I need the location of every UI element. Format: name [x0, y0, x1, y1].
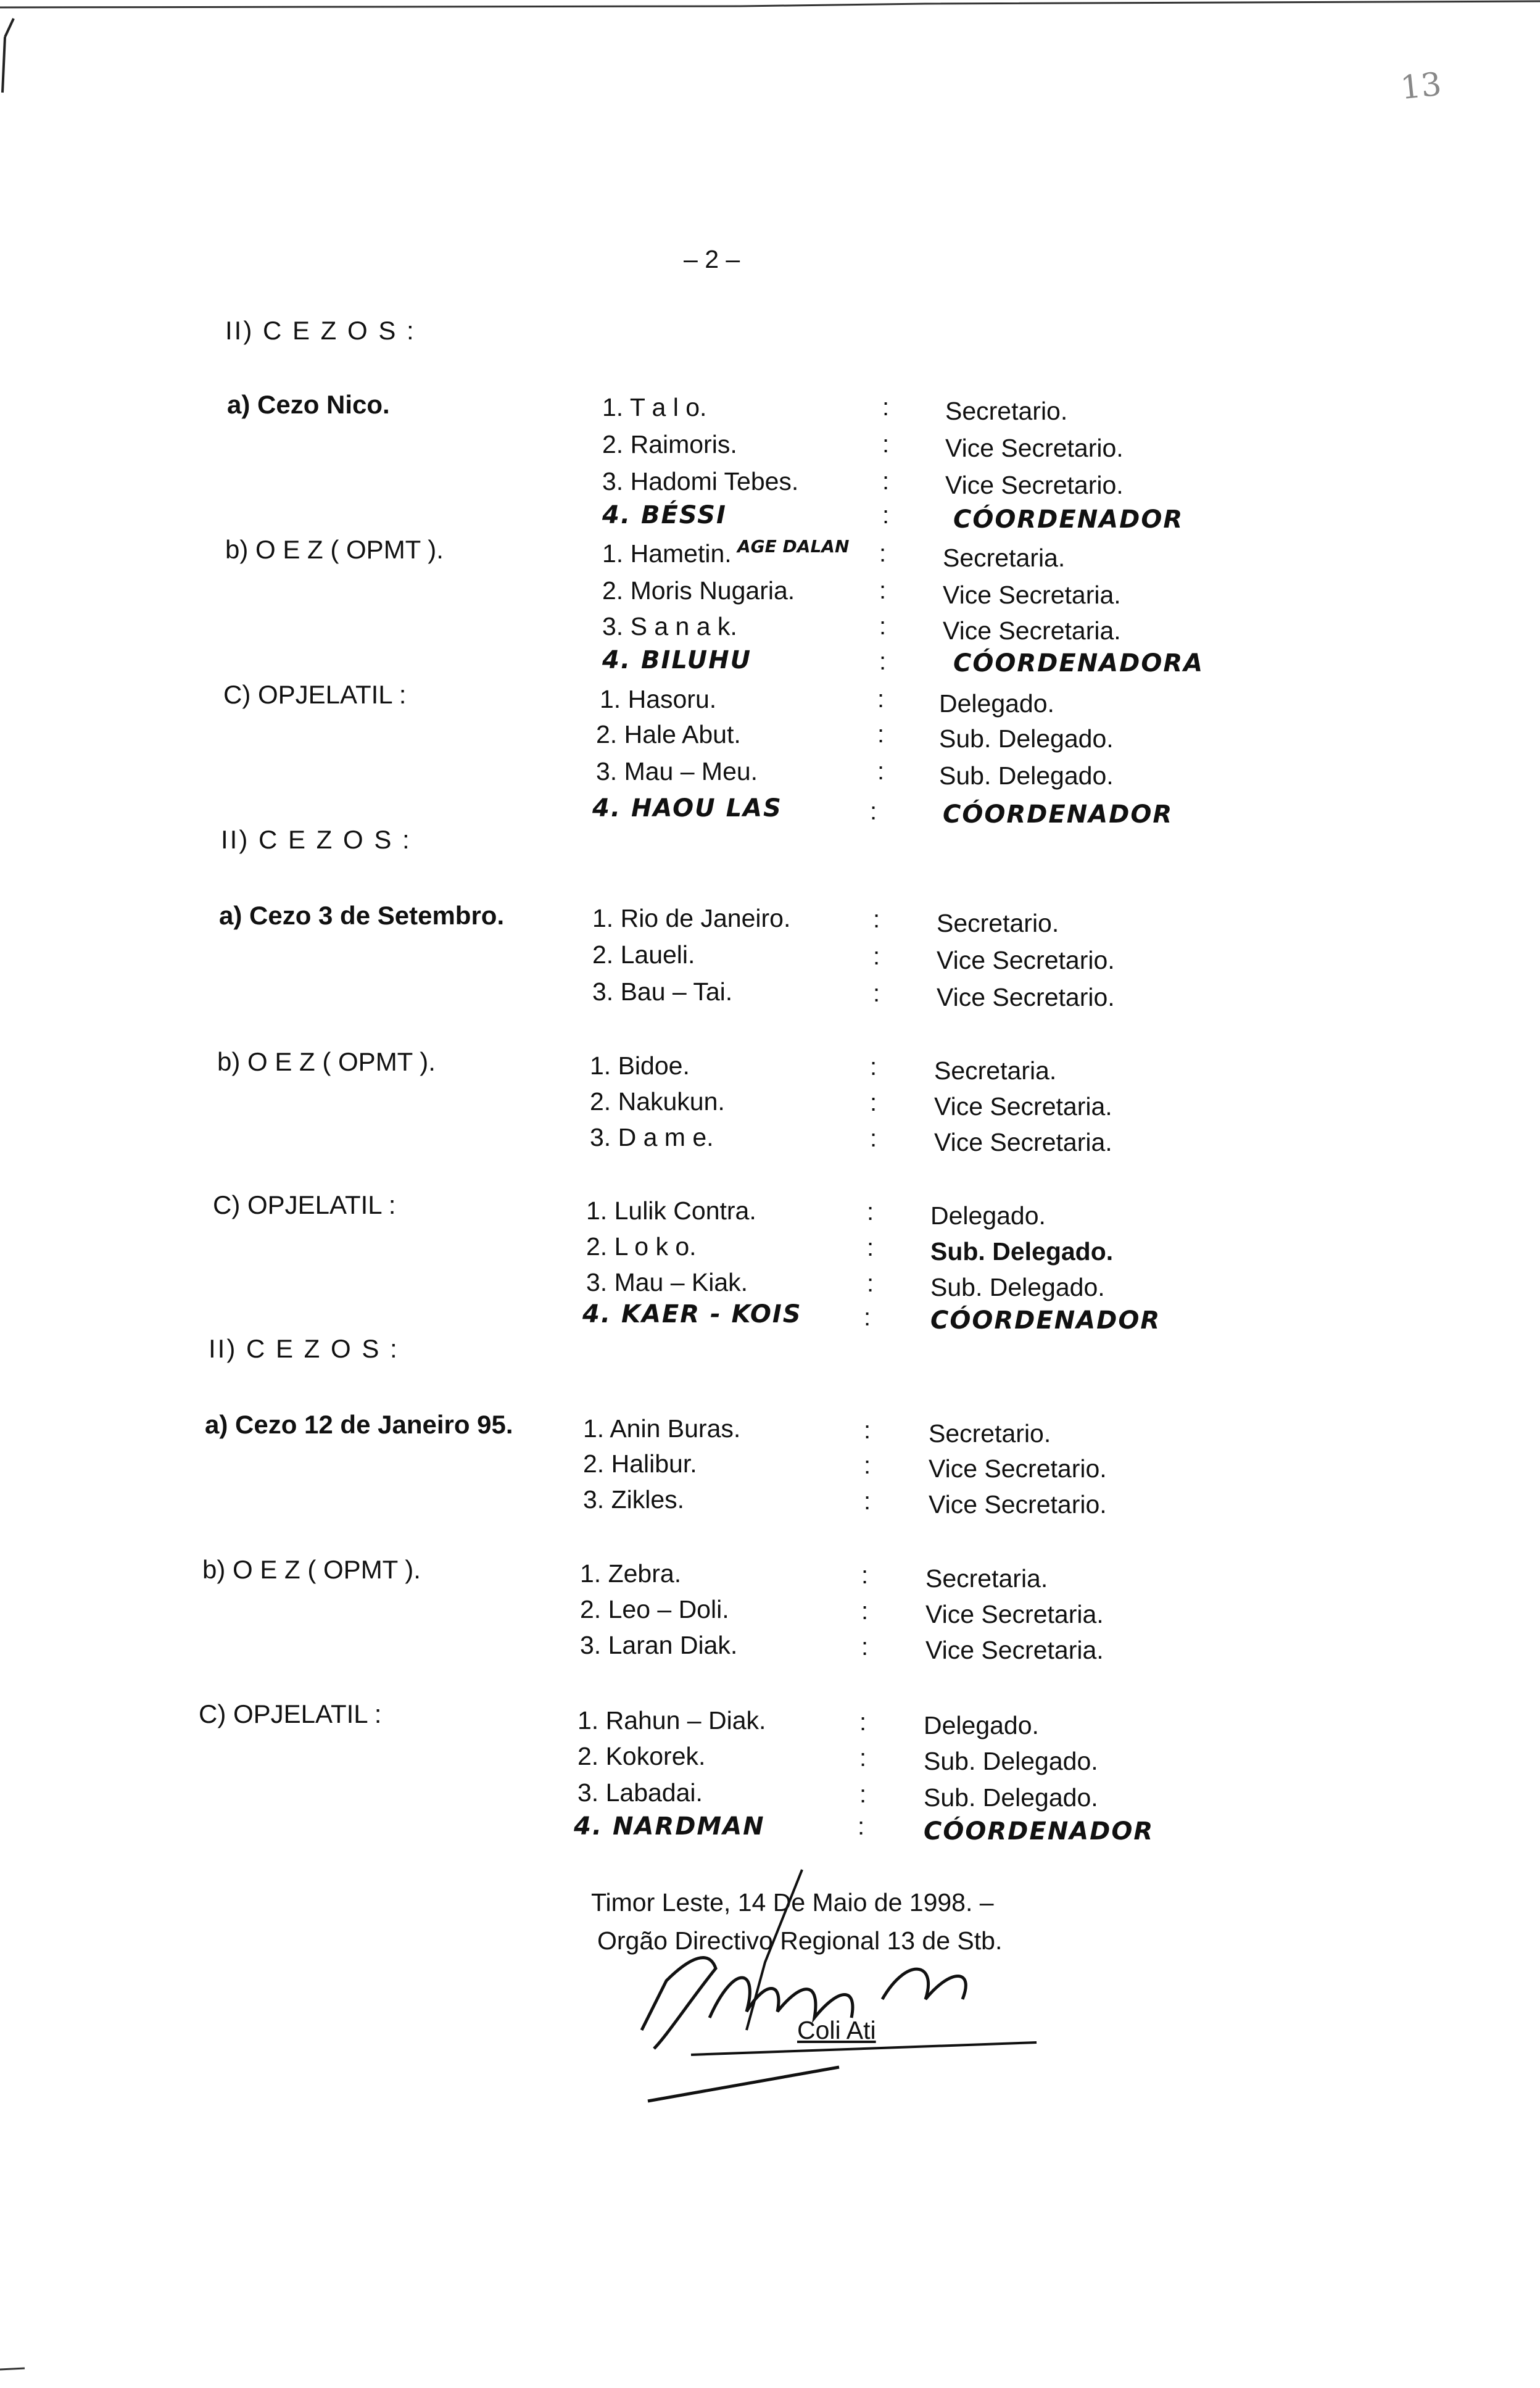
- block-2-header: II) C E Z O S :: [221, 825, 412, 854]
- list-item-separator: :: [859, 1781, 867, 1808]
- scan-edge-artifact: [0, 0, 1540, 99]
- list-item-separator: :: [879, 577, 887, 604]
- block-1-group-3-title: C) OPJELATIL :: [223, 680, 407, 709]
- handwritten-name: 4. KAER - KOIS: [582, 1300, 802, 1329]
- organ-name: Orgão Directivo Regional 13 de Stb.: [597, 1926, 1003, 1955]
- list-item-separator: :: [882, 431, 890, 458]
- list-item-separator: :: [870, 1089, 877, 1116]
- list-item-name: 3. S a n a k.: [602, 612, 737, 641]
- block-3-header: II) C E Z O S :: [209, 1334, 399, 1363]
- list-item-name: 3. Mau – Kiak.: [586, 1268, 748, 1296]
- list-item-role: Delegado.: [939, 689, 1054, 718]
- list-item-name: 1. Anin Buras.: [583, 1414, 741, 1443]
- list-item-name: 3. Labadai.: [578, 1778, 703, 1807]
- list-item-separator: :: [870, 1125, 877, 1152]
- block-3-group-2-title: b) O E Z ( OPMT ).: [202, 1555, 421, 1584]
- list-item-role: Vice Secretaria.: [925, 1600, 1104, 1628]
- list-item-role: Sub. Delegado.: [930, 1273, 1105, 1301]
- list-item-separator: :: [873, 906, 880, 933]
- list-item-separator: :: [867, 1198, 874, 1225]
- list-item-name: 2. Leo – Doli.: [580, 1595, 729, 1623]
- list-item-role: Vice Secretario.: [937, 983, 1115, 1011]
- list-item-name: 3. Mau – Meu.: [596, 757, 758, 786]
- block-2-group-2-title: b) O E Z ( OPMT ).: [217, 1047, 436, 1076]
- handwritten-role: CÓORDENADOR: [943, 800, 1174, 829]
- list-item-separator: :: [867, 1234, 874, 1261]
- list-item-name: 1. Rahun – Diak.: [578, 1706, 766, 1735]
- list-item-role: Sub. Delegado.: [930, 1237, 1114, 1266]
- list-item-name: 1. Rio de Janeiro.: [592, 904, 791, 932]
- list-item-name: 3. Laran Diak.: [580, 1631, 738, 1659]
- list-item-role: Vice Secretario.: [929, 1454, 1107, 1483]
- list-item-name: 2. Hale Abut.: [596, 720, 741, 748]
- list-item-role: Delegado.: [930, 1201, 1046, 1230]
- handwritten-role: CÓORDENADOR: [953, 505, 1184, 534]
- list-item-role: Vice Secretario.: [937, 946, 1115, 974]
- block-2-group-1-title: a) Cezo 3 de Setembro.: [219, 901, 505, 930]
- list-item-role: Sub. Delegado.: [939, 761, 1114, 790]
- list-item-separator: :: [882, 394, 890, 421]
- list-item-separator: :: [864, 1452, 871, 1479]
- list-item-separator: :: [873, 943, 880, 970]
- list-item-separator: :: [859, 1709, 867, 1736]
- list-item-role: Vice Secretaria.: [925, 1636, 1104, 1664]
- list-item-separator: :: [864, 1304, 871, 1331]
- list-item-name: 2. Nakukun.: [590, 1087, 725, 1116]
- list-item-role: Secretaria.: [925, 1564, 1048, 1593]
- list-item-separator: :: [861, 1598, 869, 1625]
- list-item-name: 2. Raimoris.: [602, 430, 737, 458]
- list-item-separator: :: [867, 1270, 874, 1297]
- signer-name: Coli Ati: [797, 2016, 876, 2044]
- list-item-role: Vice Secretario.: [945, 434, 1124, 462]
- block-1-header: II) C E Z O S :: [225, 316, 416, 345]
- signature: [617, 1864, 1061, 2123]
- list-item-role: Delegado.: [924, 1711, 1039, 1739]
- list-item-separator: :: [879, 648, 887, 675]
- list-item-separator: :: [879, 540, 887, 567]
- list-item-name: 3. Hadomi Tebes.: [602, 467, 799, 495]
- list-item-role: Vice Secretaria.: [943, 616, 1121, 645]
- list-item-separator: :: [859, 1744, 867, 1772]
- place-date: Timor Leste, 14 De Maio de 1998. –: [591, 1888, 994, 1917]
- list-item-separator: :: [858, 1813, 865, 1840]
- handwritten-name: 4. HAOU LAS: [592, 794, 782, 823]
- list-item-role: Secretaria.: [934, 1056, 1057, 1085]
- list-item-separator: :: [864, 1488, 871, 1515]
- list-item-separator: :: [861, 1562, 869, 1589]
- handwritten-name: 4. BÉSSI: [602, 501, 727, 529]
- list-item-name: 3. Bau – Tai.: [592, 977, 733, 1006]
- list-item-name: 3. D a m e.: [590, 1123, 714, 1151]
- block-3-group-1-title: a) Cezo 12 de Janeiro 95.: [205, 1410, 513, 1439]
- list-item-separator: :: [873, 980, 880, 1007]
- list-item-name: 1. Lulik Contra.: [586, 1196, 756, 1225]
- list-item-separator: :: [877, 758, 885, 785]
- list-item-role: Secretaria.: [943, 544, 1066, 572]
- list-item-name: 2. Laueli.: [592, 940, 695, 969]
- list-item-name: 1. Hasoru.: [600, 685, 717, 713]
- page-number: – 2 –: [684, 245, 740, 273]
- list-item-separator: :: [870, 798, 877, 825]
- list-item-name: 1. Hametin.: [602, 539, 732, 568]
- list-item-name: 2. Moris Nugaria.: [602, 576, 795, 605]
- list-item-role: Vice Secretaria.: [934, 1092, 1112, 1121]
- list-item-separator: :: [870, 1053, 877, 1080]
- corner-mark: 13: [1399, 65, 1444, 107]
- handwritten-role: CÓORDENADOR: [930, 1306, 1161, 1335]
- list-item-separator: :: [879, 613, 887, 640]
- list-item-separator: :: [877, 721, 885, 748]
- list-item-name: 1. Bidoe.: [590, 1051, 690, 1080]
- list-item-separator: :: [864, 1417, 871, 1444]
- list-item-role: Sub. Delegado.: [924, 1783, 1098, 1812]
- handwritten-role: CÓORDENADORA: [953, 649, 1204, 678]
- list-item-role: Vice Secretario.: [929, 1490, 1107, 1519]
- list-item-separator: :: [882, 502, 890, 529]
- list-item-separator: :: [882, 468, 890, 495]
- block-2-group-3-title: C) OPJELATIL :: [213, 1190, 396, 1219]
- scan-edge-artifact: [0, 2357, 37, 2382]
- handwritten-role: CÓORDENADOR: [924, 1817, 1154, 1846]
- list-item-name: 2. Halibur.: [583, 1449, 697, 1478]
- list-item-role: Vice Secretaria.: [934, 1128, 1112, 1156]
- list-item-name: 2. L o k o.: [586, 1232, 697, 1261]
- block-3-group-3-title: C) OPJELATIL :: [199, 1699, 382, 1728]
- list-item-role: Vice Secretaria.: [943, 581, 1121, 609]
- handwritten-name: 4. NARDMAN: [574, 1812, 765, 1841]
- handwritten-name: 4. BILUHU: [602, 646, 752, 674]
- handwritten-note: AGE DALAN: [737, 536, 850, 557]
- list-item-name: 3. Zikles.: [583, 1485, 685, 1514]
- block-1-group-1-title: a) Cezo Nico.: [227, 390, 390, 419]
- list-item-separator: :: [861, 1633, 869, 1660]
- list-item-role: Sub. Delegado.: [939, 724, 1114, 753]
- list-item-role: Vice Secretario.: [945, 471, 1124, 499]
- list-item-name: 1. T a l o.: [602, 393, 707, 421]
- list-item-separator: :: [877, 686, 885, 713]
- list-item-name: 2. Kokorek.: [578, 1742, 706, 1770]
- block-1-group-2-title: b) O E Z ( OPMT ).: [225, 535, 444, 564]
- list-item-name: 1. Zebra.: [580, 1559, 682, 1588]
- list-item-role: Sub. Delegado.: [924, 1747, 1098, 1775]
- list-item-role: Secretario.: [937, 909, 1059, 937]
- list-item-role: Secretario.: [929, 1419, 1051, 1448]
- list-item-role: Secretario.: [945, 397, 1068, 425]
